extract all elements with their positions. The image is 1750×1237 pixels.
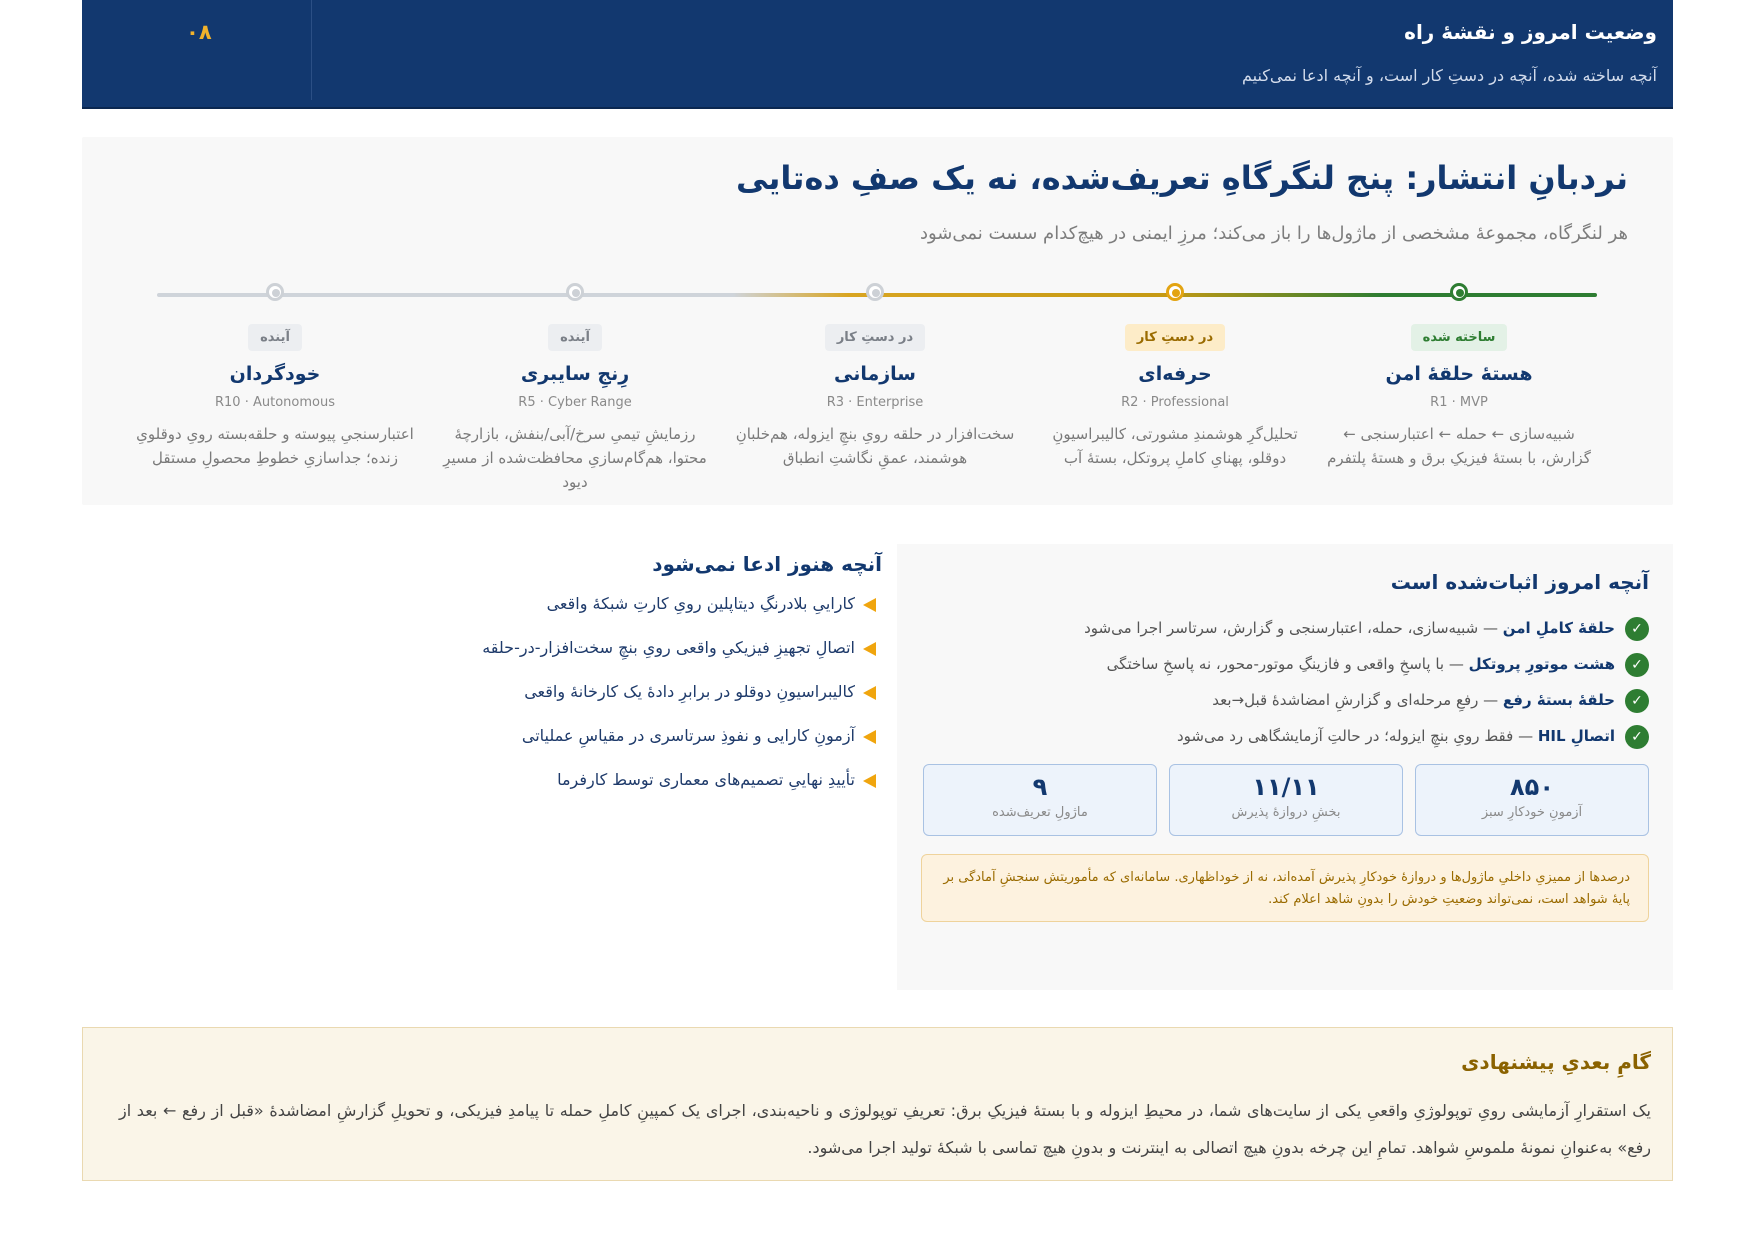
- status-badge: آینده: [548, 324, 602, 351]
- claims-title: آنچه هنوز ادعا نمی‌شود: [652, 552, 882, 576]
- step-name: خودگردان: [229, 363, 321, 385]
- step-description: تحلیل‌گرِ هوشمندِ مشورتی، کالیبراسیونِ دوقلو، پهنایِ کاملِ پروتکل، بستهٔ آب: [1052, 425, 1298, 467]
- check-icon: ✓: [1625, 653, 1649, 677]
- status-badge: در دستِ کار: [825, 324, 925, 351]
- stat-label: ماژولِ تعریف‌شده: [992, 805, 1088, 820]
- claim-text: تأییدِ نهاییِ تصمیم‌های معماری توسط کارفرما: [557, 770, 855, 789]
- claim-text: اتصالِ تجهیزِ فیزیکیِ واقعی رویِ بنچِ سخت‌افزار-در-حلقه: [482, 638, 855, 657]
- item-text: — فقط رویِ بنچِ ایزوله؛ در حالتِ آزمایشگاهی رد می‌شود: [1176, 727, 1538, 745]
- ladder-step-r5: [435, 283, 715, 494]
- ladder-title: نردبانِ انتشار: پنج لنگرگاهِ تعریف‌شده، نه یک صفِ ده‌تایی: [736, 159, 1628, 197]
- not-claimed-section: [430, 552, 882, 814]
- header-subtitle: آنچه ساخته شده، آنچه در دستِ کار است، و آنچه ادعا نمی‌کنیم: [1241, 66, 1657, 85]
- list-item: [430, 770, 876, 814]
- claim-text: آزمونِ کارایی و نفوذِ سرتاسری در مقیاسِ عملیاتی: [521, 726, 855, 745]
- item-bold: حلقهٔ کاملِ امن: [1502, 619, 1615, 637]
- page-number: ۰۸: [186, 20, 212, 44]
- step-code: R10 · Autonomous: [215, 395, 335, 410]
- stat-label: بخشِ دروازهٔ پذیرش: [1231, 805, 1341, 820]
- step-dot-pending: [266, 283, 284, 301]
- proven-list: [1084, 610, 1649, 754]
- step-code: R5 · Cyber Range: [518, 395, 632, 410]
- item-bold: هشت موتورِ پروتکل: [1468, 655, 1615, 673]
- list-item: [430, 594, 876, 638]
- step-name: حرفه‌ای: [1138, 363, 1212, 385]
- status-badge: آینده: [248, 324, 302, 351]
- ladder-step-r10: [135, 283, 415, 470]
- stat-card-modules: [923, 764, 1157, 836]
- step-name: هستهٔ حلقهٔ امن: [1385, 363, 1533, 385]
- list-item: [430, 638, 876, 682]
- item-text: — با پاسخِ واقعی و فازینگِ موتور-محور، نه پاسخِ ساختگی: [1106, 655, 1469, 673]
- ladder-step-r2: [1035, 283, 1315, 470]
- step-dot-done: [1450, 283, 1468, 301]
- item-text: — رفعِ مرحله‌ای و گزارشِ امضاشدهٔ قبل→بعد: [1212, 691, 1503, 709]
- step-code: R1 · MVP: [1430, 395, 1488, 410]
- ladder-lead: هر لنگرگاه، مجموعهٔ مشخصی از ماژول‌ها را باز می‌کند؛ مرزِ ایمنی در هیچ‌کدام سست نمی‌شود: [919, 223, 1628, 244]
- check-icon: ✓: [1625, 617, 1649, 641]
- stat-value: ۹: [1032, 773, 1048, 801]
- claim-text: کالیبراسیونِ دوقلو در برابرِ دادهٔ یک کارخانهٔ واقعی: [524, 682, 855, 701]
- list-item: [1084, 682, 1649, 718]
- arrow-icon: [863, 642, 876, 656]
- arrow-icon: [863, 686, 876, 700]
- check-icon: ✓: [1625, 689, 1649, 713]
- item-bold: حلقهٔ بستهٔ رفع: [1502, 691, 1615, 709]
- item-text: — شبیه‌سازی، حمله، اعتبارسنجی و گزارش، سرتاسر اجرا می‌شود: [1084, 619, 1503, 637]
- check-icon: ✓: [1625, 725, 1649, 749]
- step-description: سخت‌افزار در حلقه رویِ بنچِ ایزوله، هم‌خلبانِ هوشمند، عمقِ نگاشتِ انطباق: [735, 425, 1015, 467]
- stat-card-tests: [1415, 764, 1649, 836]
- step-dot-wip: [1166, 283, 1184, 301]
- step-code: R2 · Professional: [1121, 395, 1229, 410]
- step-name: سازمانی: [833, 363, 916, 385]
- arrow-icon: [863, 730, 876, 744]
- next-step-panel: [82, 1027, 1673, 1181]
- step-dot-pending: [866, 283, 884, 301]
- stat-value: ۱۱/۱۱: [1252, 773, 1320, 801]
- stat-label: آزمونِ خودکارِ سبز: [1481, 805, 1583, 820]
- next-step-title: گامِ بعدیِ پیشنهادی: [1461, 1050, 1651, 1074]
- step-description: رزمایشِ تیمیِ سرخ/آبی/بنفش، بازارچهٔ محتوا، هم‌گام‌سازیِ محافظت‌شده از مسیرِ دیود: [443, 425, 707, 491]
- claim-text: کاراییِ بلادرنگِ دیتاپلین رویِ کارتِ شبکهٔ واقعی: [546, 594, 855, 613]
- arrow-icon: [863, 774, 876, 788]
- header-divider: [311, 0, 312, 100]
- next-step-text: یک استقرارِ آزمایشی رویِ توپولوژیِ واقعیِ یکی از سایت‌های شما، در محیطِ ایزوله و با بستهٔ فیزیکِ برق: تعریفِ توپولوژی و ناحیه‌بندی، اجرای یک کمپینِ کاملِ حمله تا پیامدِ فیزیکی، و تحویلِ گزارشِ امضاشدهٔ «قبل از رفع ← بعد از رفع» به‌عنوانِ نمونهٔ ملموسِ شواهد. تمامِ این چرخه بدونِ هیچ اتصالی به اینترنت و بدونِ هیچ تماسی با شبکهٔ تولید اجرا می‌شود.: [119, 1101, 1651, 1157]
- evidence-note: درصدها از ممیزیِ داخلیِ ماژول‌ها و دروازهٔ خودکارِ پذیرش آمده‌اند، نه از خوداظهاری. سامانه‌ای که مأموریتش سنجشِ آمادگی بر پایهٔ شواهد است، نمی‌تواند وضعیتِ خودش را بدونِ شاهد اعلام کند.: [921, 854, 1649, 922]
- ladder-step-r1: [1319, 283, 1599, 470]
- list-item: [430, 726, 876, 770]
- list-item: [430, 682, 876, 726]
- step-description: شبیه‌سازی ← حمله ← اعتبارسنجی ← گزارش، با بستهٔ فیزیکِ برق و هستهٔ پلتفرم: [1327, 425, 1591, 467]
- list-item: [1084, 718, 1649, 754]
- proven-today-panel: [897, 544, 1673, 990]
- list-item: [1084, 610, 1649, 646]
- step-name: رِنجِ سایبری: [520, 363, 630, 385]
- page-header: [82, 0, 1673, 109]
- stat-card-gate: [1169, 764, 1403, 836]
- header-title: وضعیت امروز و نقشهٔ راه: [1404, 20, 1657, 44]
- stat-value: ۸۵۰: [1510, 773, 1554, 801]
- proven-title: آنچه امروز اثبات‌شده است: [1390, 570, 1649, 594]
- item-bold: اتصالِ HIL: [1537, 727, 1615, 745]
- step-dot-pending: [566, 283, 584, 301]
- arrow-icon: [863, 598, 876, 612]
- status-badge: در دستِ کار: [1125, 324, 1225, 351]
- release-ladder-panel: [82, 137, 1673, 505]
- claims-list: [430, 594, 882, 814]
- status-badge: ساخته شده: [1411, 324, 1508, 351]
- step-code: R3 · Enterprise: [826, 395, 924, 410]
- list-item: [1084, 646, 1649, 682]
- ladder-step-r3: [735, 283, 1015, 470]
- step-description: اعتبارسنجیِ پیوسته و حلقه‌بسته رویِ دوقلویِ زنده؛ جداسازیِ خطوطِ محصولِ مستقل: [136, 425, 414, 467]
